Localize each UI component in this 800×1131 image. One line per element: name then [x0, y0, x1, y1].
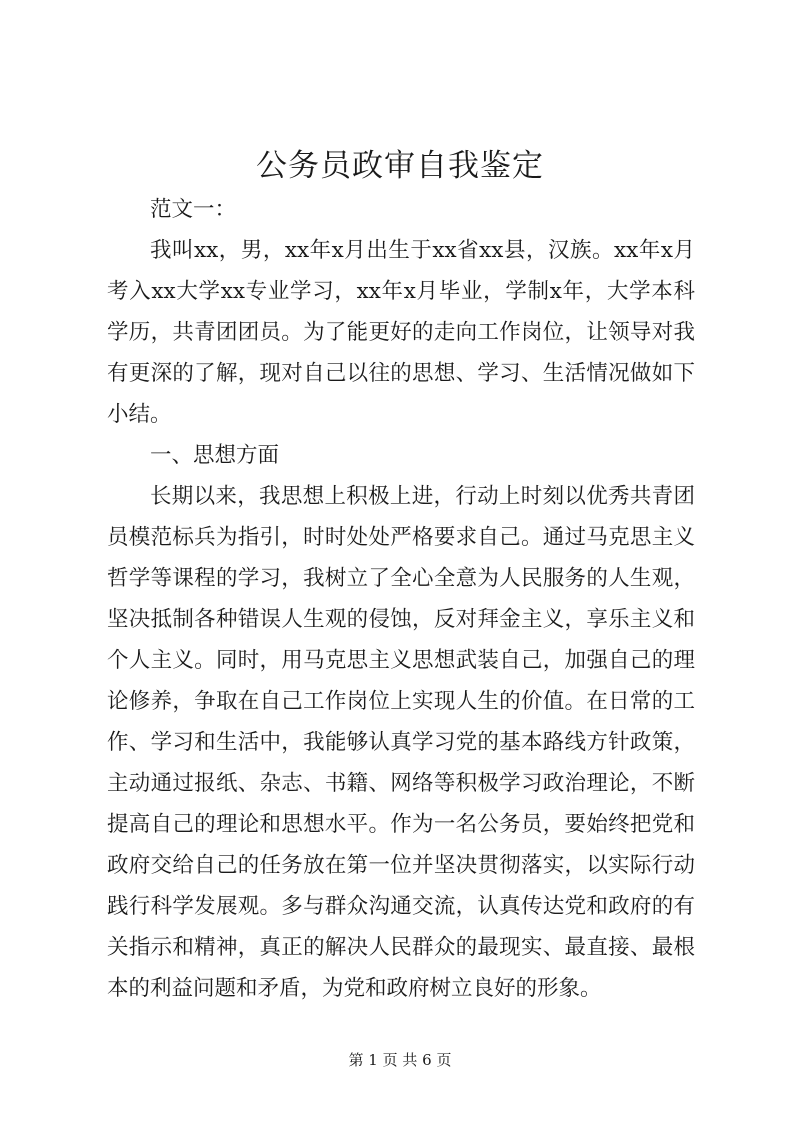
page-footer: 第 1 页 共 6 页	[348, 1051, 452, 1069]
paragraph-heading-sample: 范文一：	[150, 197, 237, 222]
paragraph-intro: 我叫xx，男，xx年x月出生于xx省xx县，汉族。xx年x月考入xx大学xx专业学习，xx年x月毕业，学制x年，大学本科学历，共青团团员。为了能更好的走向工作岗位，让领导对我有更深的了解，现对自己以往的思想、学习、生活情况做如下小结。	[107, 238, 695, 427]
document-body	[107, 189, 695, 1009]
document-title: 公务员政审自我鉴定	[256, 148, 544, 184]
section-heading-thought: 一、思想方面	[150, 443, 280, 468]
paragraph-thought: 长期以来，我思想上积极上进，行动上时刻以优秀共青团员模范标兵为指引，时时处处严格要求自己。通过马克思主义哲学等课程的学习，我树立了全心全意为人民服务的人生观，坚决抵制各种错误人生观的侵蚀，反对拜金主义，享乐主义和个人主义。同时，用马克思主义思想武装自己，加强自己的理论修养，争取在自己工作岗位上实现人生的价值。在日常的工作、学习和生活中，我能够认真学习党的基本路线方针政策，主动通过报纸、杂志、书籍、网络等积极学习政治理论，不断提高自己的理论和思想水平。作为一名公务员，要始终把党和政府交给自己的任务放在第一位并坚决贯彻落实，以实际行动践行科学发展观。多与群众沟通交流，认真传达党和政府的有关指示和精神，真正的解决人民群众的最现实、最直接、最根本的利益问题和矛盾，为党和政府树立良好的形象。	[107, 484, 695, 1001]
